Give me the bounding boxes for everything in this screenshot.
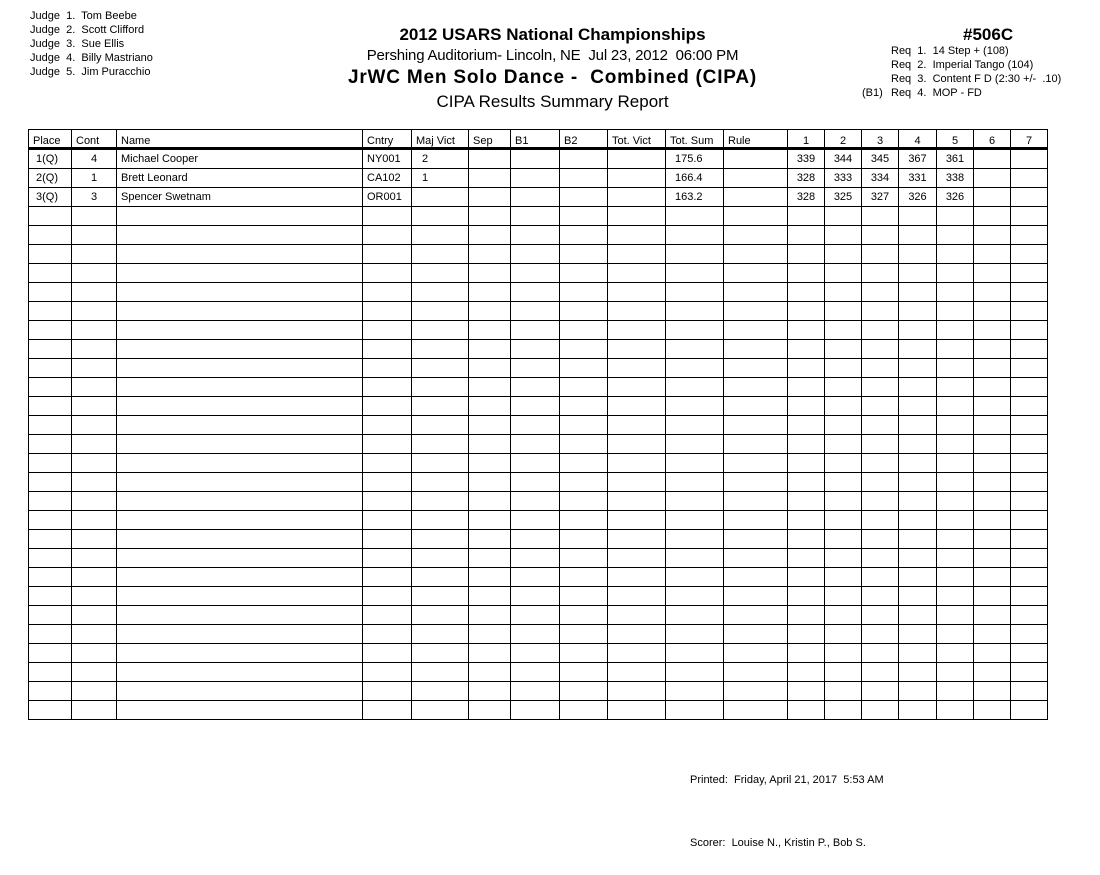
col-judge-5: 5 <box>937 130 974 149</box>
table-row-empty <box>29 340 1048 359</box>
requirement-1: Req 1. 14 Step + (108) <box>891 45 1009 57</box>
table-row-empty <box>29 492 1048 511</box>
report-title: CIPA Results Summary Report <box>436 92 669 111</box>
requirements-list <box>862 44 1061 100</box>
judge-1: Judge 1. Tom Beebe <box>30 10 137 22</box>
col-b2: B2 <box>560 130 608 149</box>
col-judge-4: 4 <box>899 130 937 149</box>
judge-5: Judge 5. Jim Puracchio <box>30 66 151 78</box>
results-table <box>28 129 1048 720</box>
table-row-empty <box>29 397 1048 416</box>
col-b1: B1 <box>511 130 560 149</box>
table-row-empty <box>29 644 1048 663</box>
table-row-empty <box>29 378 1048 397</box>
title-block <box>300 24 805 113</box>
table-row-empty <box>29 226 1048 245</box>
col-maj-vict: Maj Vict <box>412 130 469 149</box>
table-row-empty <box>29 264 1048 283</box>
col-tot-sum: Tot. Sum <box>666 130 724 149</box>
table-row-empty <box>29 416 1048 435</box>
col-judge-3: 3 <box>862 130 899 149</box>
championship-title: 2012 USARS National Championships <box>399 25 706 44</box>
table-row-empty <box>29 530 1048 549</box>
table-row-empty <box>29 587 1048 606</box>
event-number: #506C <box>963 25 1014 44</box>
table-row-empty <box>29 682 1048 701</box>
table-row-empty <box>29 302 1048 321</box>
table-row-empty <box>29 568 1048 587</box>
table-row: 1(Q) 4 Michael Cooper NY001 2 175.6 339 344 345 367 361 <box>29 149 1048 169</box>
requirement-2: Req 2. Imperial Tango (104) <box>891 59 1034 71</box>
col-name: Name <box>117 130 363 149</box>
table-row-empty <box>29 625 1048 644</box>
table-row-empty <box>29 663 1048 682</box>
col-rule: Rule <box>724 130 788 149</box>
table-row-empty <box>29 606 1048 625</box>
col-cont: Cont <box>72 130 117 149</box>
table-row-empty <box>29 359 1048 378</box>
scorer-names: Scorer: Louise N., Kristin P., Bob S. <box>690 837 866 849</box>
table-row-empty <box>29 207 1048 226</box>
col-place: Place <box>29 130 72 149</box>
col-judge-7: 7 <box>1011 130 1048 149</box>
venue-datetime: Pershing Auditorium- Lincoln, NE Jul 23, 2012 06:00 PM <box>366 47 739 64</box>
col-judge-1: 1 <box>788 130 825 149</box>
table-row: 2(Q) 1 Brett Leonard CA102 1 166.4 328 333 334 331 338 <box>29 169 1048 188</box>
table-row-empty <box>29 435 1048 454</box>
col-tot-vict: Tot. Vict <box>608 130 666 149</box>
col-judge-6: 6 <box>974 130 1011 149</box>
table-row-empty <box>29 321 1048 340</box>
requirement-3: Req 3. Content F D (2:30 +/- .10) <box>891 73 1062 85</box>
table-row-empty <box>29 245 1048 264</box>
col-cntry: Cntry <box>363 130 412 149</box>
table-row-empty <box>29 549 1048 568</box>
col-sep: Sep <box>469 130 511 149</box>
judges-list <box>30 9 153 79</box>
judge-4: Judge 4. Billy Mastriano <box>30 52 153 64</box>
requirement-4: (B1) Req 4. MOP - FD <box>862 87 982 99</box>
event-title: JrWC Men Solo Dance - Combined (CIPA) <box>347 67 757 88</box>
col-judge-2: 2 <box>825 130 862 149</box>
printed-timestamp: Printed: Friday, April 21, 2017 5:53 AM <box>690 774 884 786</box>
judge-2: Judge 2. Scott Clifford <box>30 24 145 36</box>
table-row-empty <box>29 473 1048 492</box>
report-footer <box>690 728 884 875</box>
table-row: 3(Q) 3 Spencer Swetnam OR001 163.2 328 325 327 326 326 <box>29 188 1048 207</box>
table-row-empty <box>29 283 1048 302</box>
table-row-empty <box>29 701 1048 720</box>
table-header-row <box>29 130 1048 149</box>
judge-3: Judge 3. Sue Ellis <box>30 38 125 50</box>
table-row-empty <box>29 511 1048 530</box>
table-row-empty <box>29 454 1048 473</box>
